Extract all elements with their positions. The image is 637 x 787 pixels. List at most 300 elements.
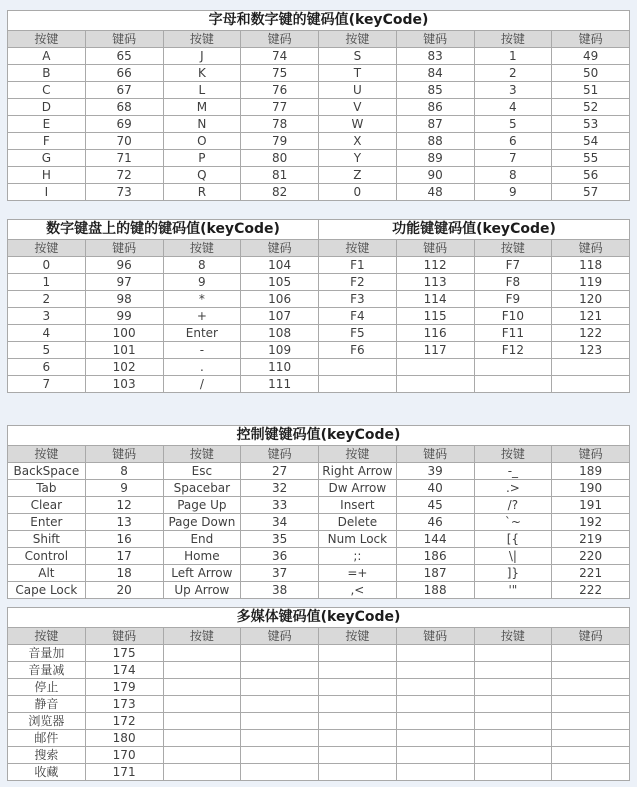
code-cell: 105 xyxy=(241,274,319,291)
key-cell: 4 xyxy=(474,99,552,116)
column-header-key: 按键 xyxy=(8,628,86,645)
key-cell: BackSpace xyxy=(8,463,86,480)
column-header-key: 按键 xyxy=(474,628,552,645)
table-row xyxy=(8,359,630,376)
key-cell: R xyxy=(163,184,241,201)
code-cell: 34 xyxy=(241,514,319,531)
key-cell: + xyxy=(163,308,241,325)
code-cell: 96 xyxy=(85,257,163,274)
key-cell: -_ xyxy=(474,463,552,480)
key-cell xyxy=(474,747,552,764)
key-cell xyxy=(474,730,552,747)
key-cell xyxy=(319,359,397,376)
key-cell: 1 xyxy=(8,274,86,291)
key-cell: Cape Lock xyxy=(8,582,86,599)
table-numpad-function-keycodes xyxy=(7,219,630,393)
key-cell: Control xyxy=(8,548,86,565)
key-cell: ;: xyxy=(319,548,397,565)
table-row xyxy=(8,713,630,730)
code-cell: 65 xyxy=(85,48,163,65)
table-row xyxy=(8,99,630,116)
table-row xyxy=(8,133,630,150)
table-multimedia-keycodes xyxy=(7,607,630,781)
code-cell: 71 xyxy=(85,150,163,167)
key-cell: /? xyxy=(474,497,552,514)
table-row xyxy=(8,480,630,497)
code-cell: 170 xyxy=(85,747,163,764)
key-cell: 7 xyxy=(474,150,552,167)
code-cell xyxy=(396,747,474,764)
table-row xyxy=(8,116,630,133)
code-cell: 119 xyxy=(552,274,630,291)
key-cell: E xyxy=(8,116,86,133)
code-cell: 38 xyxy=(241,582,319,599)
code-cell: 112 xyxy=(396,257,474,274)
key-cell: 5 xyxy=(474,116,552,133)
key-cell: 5 xyxy=(8,342,86,359)
code-cell: 8 xyxy=(85,463,163,480)
key-cell: H xyxy=(8,167,86,184)
key-cell: Shift xyxy=(8,531,86,548)
code-cell: 172 xyxy=(85,713,163,730)
code-cell: 83 xyxy=(396,48,474,65)
code-cell xyxy=(552,764,630,781)
table-row xyxy=(8,730,630,747)
key-cell xyxy=(163,696,241,713)
key-cell: Enter xyxy=(8,514,86,531)
key-cell xyxy=(319,679,397,696)
column-header-code: 键码 xyxy=(396,240,474,257)
column-header-key: 按键 xyxy=(8,31,86,48)
table-title-row xyxy=(8,220,630,240)
code-cell: 77 xyxy=(241,99,319,116)
key-cell: Page Down xyxy=(163,514,241,531)
code-cell xyxy=(241,645,319,662)
code-cell xyxy=(396,662,474,679)
table-row xyxy=(8,65,630,82)
code-cell: 73 xyxy=(85,184,163,201)
code-cell: 88 xyxy=(396,133,474,150)
column-header-code: 键码 xyxy=(241,446,319,463)
key-cell xyxy=(474,764,552,781)
key-cell: =+ xyxy=(319,565,397,582)
key-cell: F6 xyxy=(319,342,397,359)
code-cell: 171 xyxy=(85,764,163,781)
column-header-key: 按键 xyxy=(319,628,397,645)
code-cell xyxy=(241,747,319,764)
table-title: 多媒体键码值(keyCode) xyxy=(8,608,630,628)
column-header-code: 键码 xyxy=(241,240,319,257)
key-cell: F9 xyxy=(474,291,552,308)
key-cell: Alt xyxy=(8,565,86,582)
column-header-code: 键码 xyxy=(241,31,319,48)
code-cell: 85 xyxy=(396,82,474,99)
key-cell: S xyxy=(319,48,397,65)
code-cell: 174 xyxy=(85,662,163,679)
key-cell xyxy=(163,679,241,696)
column-header-code: 键码 xyxy=(241,628,319,645)
page xyxy=(7,10,630,781)
code-cell: 76 xyxy=(241,82,319,99)
key-cell: Num Lock xyxy=(319,531,397,548)
code-cell: 118 xyxy=(552,257,630,274)
code-cell: 80 xyxy=(241,150,319,167)
table-row xyxy=(8,82,630,99)
table-row xyxy=(8,662,630,679)
key-cell xyxy=(474,645,552,662)
code-cell: 79 xyxy=(241,133,319,150)
code-cell: 35 xyxy=(241,531,319,548)
key-cell: C xyxy=(8,82,86,99)
code-cell: 16 xyxy=(85,531,163,548)
key-cell: P xyxy=(163,150,241,167)
table-title: 控制键键码值(keyCode) xyxy=(8,426,630,446)
header-row xyxy=(8,31,630,48)
code-cell: 9 xyxy=(85,480,163,497)
key-cell: 6 xyxy=(474,133,552,150)
code-cell: 52 xyxy=(552,99,630,116)
key-cell xyxy=(474,359,552,376)
key-cell xyxy=(163,730,241,747)
code-cell: 36 xyxy=(241,548,319,565)
code-cell xyxy=(241,679,319,696)
key-cell: 1 xyxy=(474,48,552,65)
code-cell: 57 xyxy=(552,184,630,201)
key-cell: Enter xyxy=(163,325,241,342)
code-cell: 86 xyxy=(396,99,474,116)
key-cell xyxy=(163,764,241,781)
key-cell xyxy=(319,696,397,713)
code-cell: 78 xyxy=(241,116,319,133)
code-cell xyxy=(396,713,474,730)
code-cell: 144 xyxy=(396,531,474,548)
key-cell xyxy=(474,679,552,696)
table-row xyxy=(8,696,630,713)
key-cell xyxy=(163,713,241,730)
table-row xyxy=(8,514,630,531)
code-cell: 18 xyxy=(85,565,163,582)
column-header-code: 键码 xyxy=(552,31,630,48)
table-row xyxy=(8,548,630,565)
key-cell xyxy=(319,764,397,781)
key-cell: 8 xyxy=(474,167,552,184)
key-cell xyxy=(163,662,241,679)
code-cell: 114 xyxy=(396,291,474,308)
code-cell: 175 xyxy=(85,645,163,662)
code-cell: 104 xyxy=(241,257,319,274)
code-cell xyxy=(396,679,474,696)
column-header-key: 按键 xyxy=(319,446,397,463)
code-cell: 189 xyxy=(552,463,630,480)
code-cell: 67 xyxy=(85,82,163,99)
key-cell: O xyxy=(163,133,241,150)
code-cell: 72 xyxy=(85,167,163,184)
code-cell xyxy=(552,747,630,764)
key-cell: D xyxy=(8,99,86,116)
table-alnum-keycodes xyxy=(7,10,630,201)
table-title-numpad: 数字键盘上的键的键码值(keyCode) xyxy=(8,220,319,240)
key-cell: F5 xyxy=(319,325,397,342)
table-row xyxy=(8,325,630,342)
key-cell: 静音 xyxy=(8,696,86,713)
code-cell: 56 xyxy=(552,167,630,184)
key-cell: 2 xyxy=(8,291,86,308)
key-cell: 邮件 xyxy=(8,730,86,747)
table-row xyxy=(8,764,630,781)
column-header-key: 按键 xyxy=(474,31,552,48)
column-header-code: 键码 xyxy=(396,628,474,645)
code-cell xyxy=(552,696,630,713)
code-cell: 101 xyxy=(85,342,163,359)
table-row xyxy=(8,747,630,764)
key-cell: Left Arrow xyxy=(163,565,241,582)
code-cell xyxy=(552,662,630,679)
code-cell: 116 xyxy=(396,325,474,342)
key-cell: ,< xyxy=(319,582,397,599)
code-cell: 115 xyxy=(396,308,474,325)
code-cell: 89 xyxy=(396,150,474,167)
key-cell: Spacebar xyxy=(163,480,241,497)
code-cell: 49 xyxy=(552,48,630,65)
code-cell: 90 xyxy=(396,167,474,184)
code-cell: 13 xyxy=(85,514,163,531)
table-row xyxy=(8,342,630,359)
table-row xyxy=(8,308,630,325)
key-cell: 9 xyxy=(474,184,552,201)
key-cell: Esc xyxy=(163,463,241,480)
key-cell xyxy=(474,376,552,393)
code-cell: 100 xyxy=(85,325,163,342)
key-cell: ]} xyxy=(474,565,552,582)
code-cell: 20 xyxy=(85,582,163,599)
code-cell: 32 xyxy=(241,480,319,497)
table-row xyxy=(8,531,630,548)
code-cell xyxy=(241,662,319,679)
key-cell xyxy=(319,713,397,730)
code-cell xyxy=(396,764,474,781)
code-cell: 122 xyxy=(552,325,630,342)
key-cell: F8 xyxy=(474,274,552,291)
code-cell: 46 xyxy=(396,514,474,531)
code-cell: 186 xyxy=(396,548,474,565)
code-cell: 12 xyxy=(85,497,163,514)
key-cell: 4 xyxy=(8,325,86,342)
key-cell xyxy=(474,696,552,713)
header-row xyxy=(8,240,630,257)
key-cell: W xyxy=(319,116,397,133)
key-cell: Z xyxy=(319,167,397,184)
table-row xyxy=(8,679,630,696)
key-cell: 0 xyxy=(319,184,397,201)
code-cell xyxy=(552,376,630,393)
key-cell: Page Up xyxy=(163,497,241,514)
code-cell: 173 xyxy=(85,696,163,713)
key-cell xyxy=(319,730,397,747)
code-cell: 179 xyxy=(85,679,163,696)
code-cell xyxy=(241,764,319,781)
key-cell: 3 xyxy=(474,82,552,99)
key-cell: / xyxy=(163,376,241,393)
key-cell: F7 xyxy=(474,257,552,274)
key-cell: 收藏 xyxy=(8,764,86,781)
key-cell: '" xyxy=(474,582,552,599)
column-header-code: 键码 xyxy=(552,446,630,463)
key-cell: Dw Arrow xyxy=(319,480,397,497)
table-row xyxy=(8,582,630,599)
code-cell: 68 xyxy=(85,99,163,116)
key-cell: * xyxy=(163,291,241,308)
code-cell: 27 xyxy=(241,463,319,480)
column-header-key: 按键 xyxy=(8,240,86,257)
key-cell: F2 xyxy=(319,274,397,291)
key-cell: T xyxy=(319,65,397,82)
table-title-function: 功能键键码值(keyCode) xyxy=(319,220,630,240)
table-body xyxy=(8,48,630,201)
header-row xyxy=(8,446,630,463)
code-cell: 39 xyxy=(396,463,474,480)
key-cell: Insert xyxy=(319,497,397,514)
code-cell: 222 xyxy=(552,582,630,599)
code-cell: 69 xyxy=(85,116,163,133)
table-body xyxy=(8,257,630,393)
key-cell: I xyxy=(8,184,86,201)
key-cell: 8 xyxy=(163,257,241,274)
key-cell: 搜索 xyxy=(8,747,86,764)
code-cell xyxy=(552,645,630,662)
key-cell xyxy=(319,645,397,662)
key-cell: Up Arrow xyxy=(163,582,241,599)
code-cell: 109 xyxy=(241,342,319,359)
table-title-row xyxy=(8,608,630,628)
column-header-code: 键码 xyxy=(552,240,630,257)
table-row xyxy=(8,257,630,274)
code-cell: 84 xyxy=(396,65,474,82)
code-cell: 121 xyxy=(552,308,630,325)
header-row xyxy=(8,628,630,645)
code-cell: 75 xyxy=(241,65,319,82)
key-cell xyxy=(319,662,397,679)
code-cell: 48 xyxy=(396,184,474,201)
code-cell: 74 xyxy=(241,48,319,65)
code-cell: 81 xyxy=(241,167,319,184)
key-cell: 浏览器 xyxy=(8,713,86,730)
code-cell xyxy=(552,359,630,376)
key-cell: Home xyxy=(163,548,241,565)
column-header-code: 键码 xyxy=(552,628,630,645)
code-cell xyxy=(396,730,474,747)
column-header-key: 按键 xyxy=(163,446,241,463)
key-cell: X xyxy=(319,133,397,150)
key-cell xyxy=(319,747,397,764)
code-cell: 180 xyxy=(85,730,163,747)
key-cell: F11 xyxy=(474,325,552,342)
key-cell: L xyxy=(163,82,241,99)
table-row xyxy=(8,48,630,65)
column-header-key: 按键 xyxy=(163,31,241,48)
code-cell: 51 xyxy=(552,82,630,99)
code-cell xyxy=(241,713,319,730)
key-cell: F10 xyxy=(474,308,552,325)
code-cell: 110 xyxy=(241,359,319,376)
code-cell: 37 xyxy=(241,565,319,582)
code-cell: 99 xyxy=(85,308,163,325)
column-header-code: 键码 xyxy=(85,446,163,463)
code-cell xyxy=(241,696,319,713)
code-cell: 54 xyxy=(552,133,630,150)
key-cell: Q xyxy=(163,167,241,184)
key-cell: 停止 xyxy=(8,679,86,696)
key-cell: 音量减 xyxy=(8,662,86,679)
code-cell: 188 xyxy=(396,582,474,599)
key-cell: 7 xyxy=(8,376,86,393)
key-cell: M xyxy=(163,99,241,116)
code-cell: 66 xyxy=(85,65,163,82)
code-cell: 87 xyxy=(396,116,474,133)
key-cell xyxy=(474,662,552,679)
code-cell xyxy=(396,359,474,376)
key-cell: A xyxy=(8,48,86,65)
code-cell: 82 xyxy=(241,184,319,201)
table-row xyxy=(8,463,630,480)
column-header-key: 按键 xyxy=(163,240,241,257)
key-cell: 2 xyxy=(474,65,552,82)
code-cell xyxy=(552,713,630,730)
code-cell xyxy=(396,696,474,713)
code-cell: 108 xyxy=(241,325,319,342)
code-cell: 53 xyxy=(552,116,630,133)
table-row xyxy=(8,565,630,582)
key-cell: G xyxy=(8,150,86,167)
table-row xyxy=(8,376,630,393)
column-header-key: 按键 xyxy=(319,240,397,257)
table-row xyxy=(8,167,630,184)
key-cell: V xyxy=(319,99,397,116)
column-header-code: 键码 xyxy=(85,240,163,257)
code-cell: 40 xyxy=(396,480,474,497)
code-cell: 97 xyxy=(85,274,163,291)
table-title-row xyxy=(8,11,630,31)
code-cell: 191 xyxy=(552,497,630,514)
key-cell: . xyxy=(163,359,241,376)
key-cell: F1 xyxy=(319,257,397,274)
key-cell: \| xyxy=(474,548,552,565)
key-cell: F3 xyxy=(319,291,397,308)
code-cell: 117 xyxy=(396,342,474,359)
table-control-keycodes xyxy=(7,425,630,599)
code-cell: 102 xyxy=(85,359,163,376)
key-cell: U xyxy=(319,82,397,99)
key-cell: End xyxy=(163,531,241,548)
key-cell: 3 xyxy=(8,308,86,325)
code-cell: 70 xyxy=(85,133,163,150)
column-header-code: 键码 xyxy=(85,628,163,645)
code-cell: 17 xyxy=(85,548,163,565)
key-cell: .> xyxy=(474,480,552,497)
code-cell: 50 xyxy=(552,65,630,82)
key-cell: F xyxy=(8,133,86,150)
code-cell xyxy=(552,730,630,747)
code-cell: 192 xyxy=(552,514,630,531)
code-cell: 45 xyxy=(396,497,474,514)
column-header-key: 按键 xyxy=(474,446,552,463)
column-header-code: 键码 xyxy=(85,31,163,48)
key-cell xyxy=(319,376,397,393)
key-cell xyxy=(474,713,552,730)
code-cell: 123 xyxy=(552,342,630,359)
key-cell: [{ xyxy=(474,531,552,548)
key-cell xyxy=(163,747,241,764)
table-title: 字母和数字键的键码值(keyCode) xyxy=(8,11,630,31)
